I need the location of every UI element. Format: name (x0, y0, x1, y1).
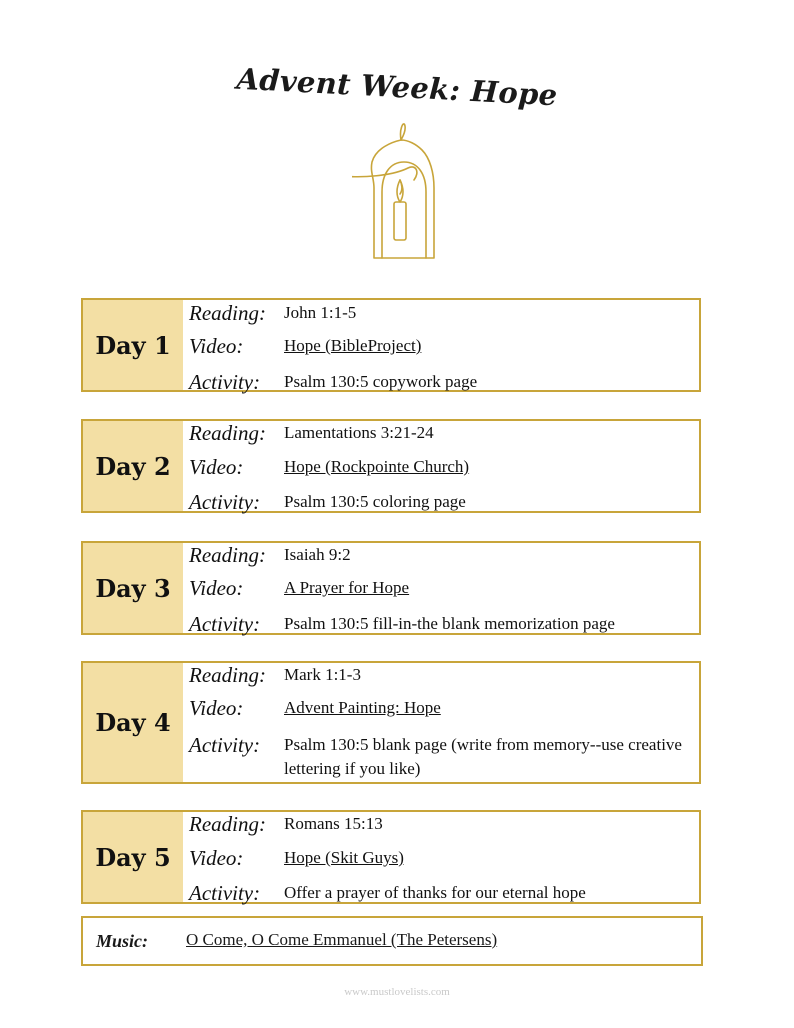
activity-value: Psalm 130:5 blank page (write from memory--use creative lettering if you like) (284, 735, 682, 778)
video-label: Video: (189, 846, 244, 870)
day-card (81, 541, 701, 635)
music-link[interactable]: O Come, O Come Emmanuel (The Petersens) (186, 930, 498, 949)
reading-value: Romans 15:13 (284, 814, 383, 833)
activity-value: Offer a prayer of thanks for our eternal hope (284, 883, 586, 902)
activity-label: Activity: (189, 881, 261, 905)
day-label: Day 3 (83, 543, 183, 633)
video-label: Video: (189, 696, 244, 720)
activity-label: Activity: (189, 733, 261, 757)
video-label: Video: (189, 334, 244, 358)
video-link[interactable]: Hope (BibleProject) (284, 336, 422, 355)
reading-value: Isaiah 9:2 (284, 545, 351, 564)
activity-label: Activity: (189, 370, 261, 394)
activity-label: Activity: (189, 612, 261, 636)
page-title: Advent Week: Hope (235, 61, 559, 113)
video-link[interactable]: Hope (Skit Guys) (284, 848, 404, 867)
music-card (81, 916, 703, 966)
reading-label: Reading: (189, 812, 266, 836)
activity-value: Psalm 130:5 copywork page (284, 372, 478, 391)
activity-value: Psalm 130:5 fill-in-the blank memorization page (284, 614, 615, 633)
video-link[interactable]: A Prayer for Hope (284, 578, 410, 597)
activity-value: Psalm 130:5 coloring page (284, 492, 466, 511)
day-card (81, 661, 701, 784)
candle-lantern-icon (352, 118, 442, 268)
music-label: Music: (96, 931, 149, 951)
video-label: Video: (189, 455, 244, 479)
day-label: Day 4 (83, 663, 183, 782)
day-card (81, 419, 701, 513)
video-label: Video: (189, 576, 244, 600)
day-label: Day 1 (83, 300, 183, 390)
reading-label: Reading: (189, 543, 266, 567)
day-label: Day 2 (83, 421, 183, 511)
reading-label: Reading: (189, 663, 266, 687)
reading-value: John 1:1-5 (284, 303, 357, 322)
reading-value: Mark 1:1-3 (284, 665, 361, 684)
activity-label: Activity: (189, 490, 261, 514)
reading-label: Reading: (189, 301, 266, 325)
video-link[interactable]: Hope (Rockpointe Church) (284, 457, 470, 476)
video-link[interactable]: Advent Painting: Hope (284, 698, 441, 717)
reading-value: Lamentations 3:21-24 (284, 423, 434, 442)
day-card (81, 810, 701, 904)
reading-label: Reading: (189, 421, 266, 445)
day-label: Day 5 (83, 812, 183, 902)
day-card (81, 298, 701, 392)
footer-url[interactable]: www.mustlovelists.com (344, 986, 450, 998)
